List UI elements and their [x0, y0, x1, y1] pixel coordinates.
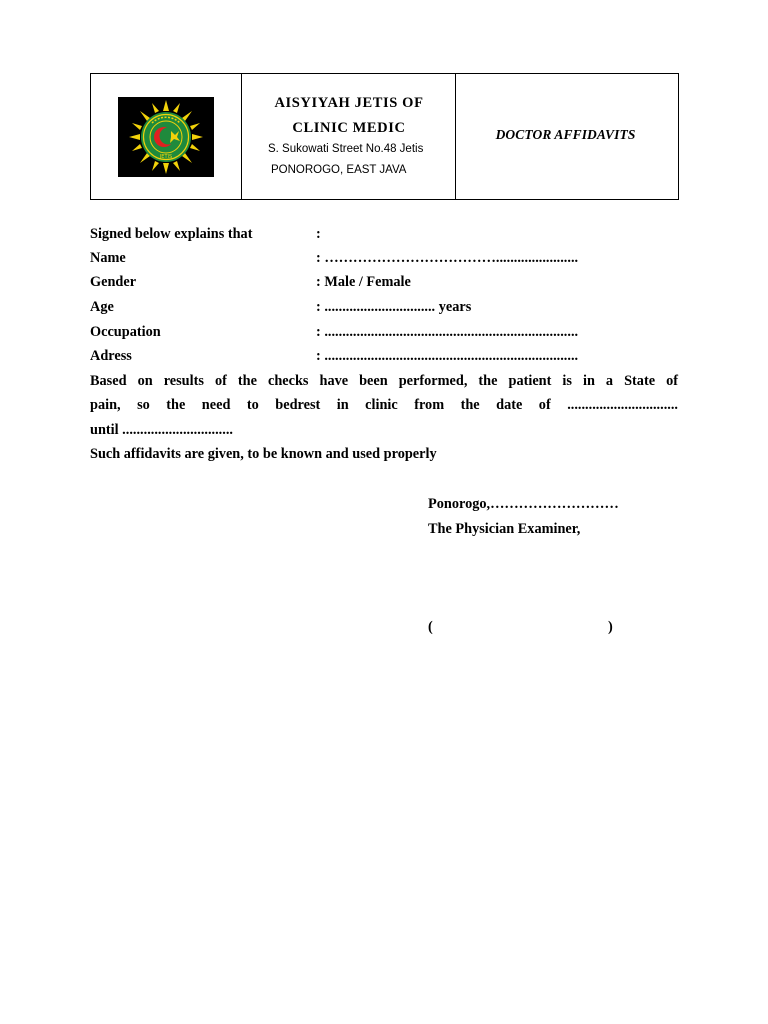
signature-open-paren: ( [428, 619, 433, 635]
signature-close-paren: ) [608, 619, 613, 635]
document-title: DOCTOR AFFIDAVITS [495, 126, 636, 142]
statement-line-2: pain, so the need to bedrest in clinic from the date of ............................... [90, 397, 678, 413]
field-value-name: : ………………………………....................... [316, 250, 579, 266]
letterhead-table [90, 73, 679, 200]
field-label-gender: Gender [90, 274, 137, 290]
address-street: S. Sukowati Street No.48 Jetis [268, 143, 424, 155]
aisyiyah-sun-emblem-icon [120, 98, 212, 176]
field-label-occupation: Occupation [90, 324, 161, 340]
address-city: PONOROGO, EAST JAVA [271, 164, 407, 176]
field-label-address: Adress [90, 348, 132, 364]
statement-line-3: until ............................... [90, 422, 233, 438]
field-label-name: Name [90, 250, 126, 266]
statement-line-1: Based on results of the checks have been performed, the patient is in a State of [90, 373, 678, 389]
emblem-text: JETIS [159, 153, 173, 160]
field-value-occupation: : ....................................................................... [316, 324, 579, 340]
organization-name-line1: AISYIYAH JETIS OF [274, 95, 424, 111]
title-cell [456, 74, 678, 199]
field-value-age: : ............................... years [316, 299, 472, 315]
organization-name-line2: CLINIC MEDIC [292, 120, 406, 136]
signature-place-date: Ponorogo,……………………… [428, 496, 619, 512]
field-value-address: : ....................................................................... [316, 348, 579, 364]
field-label-signed-below: Signed below explains that [90, 226, 253, 242]
logo-cell [91, 74, 242, 199]
field-value-gender: : Male / Female [316, 274, 411, 290]
organization-cell [242, 74, 456, 199]
closing-sentence: Such affidavits are given, to be known and used properly [90, 446, 437, 462]
field-value-signed-below: : [316, 226, 321, 242]
signature-role: The Physician Examiner, [428, 521, 581, 537]
field-label-age: Age [90, 299, 114, 315]
clinic-logo [118, 97, 214, 177]
